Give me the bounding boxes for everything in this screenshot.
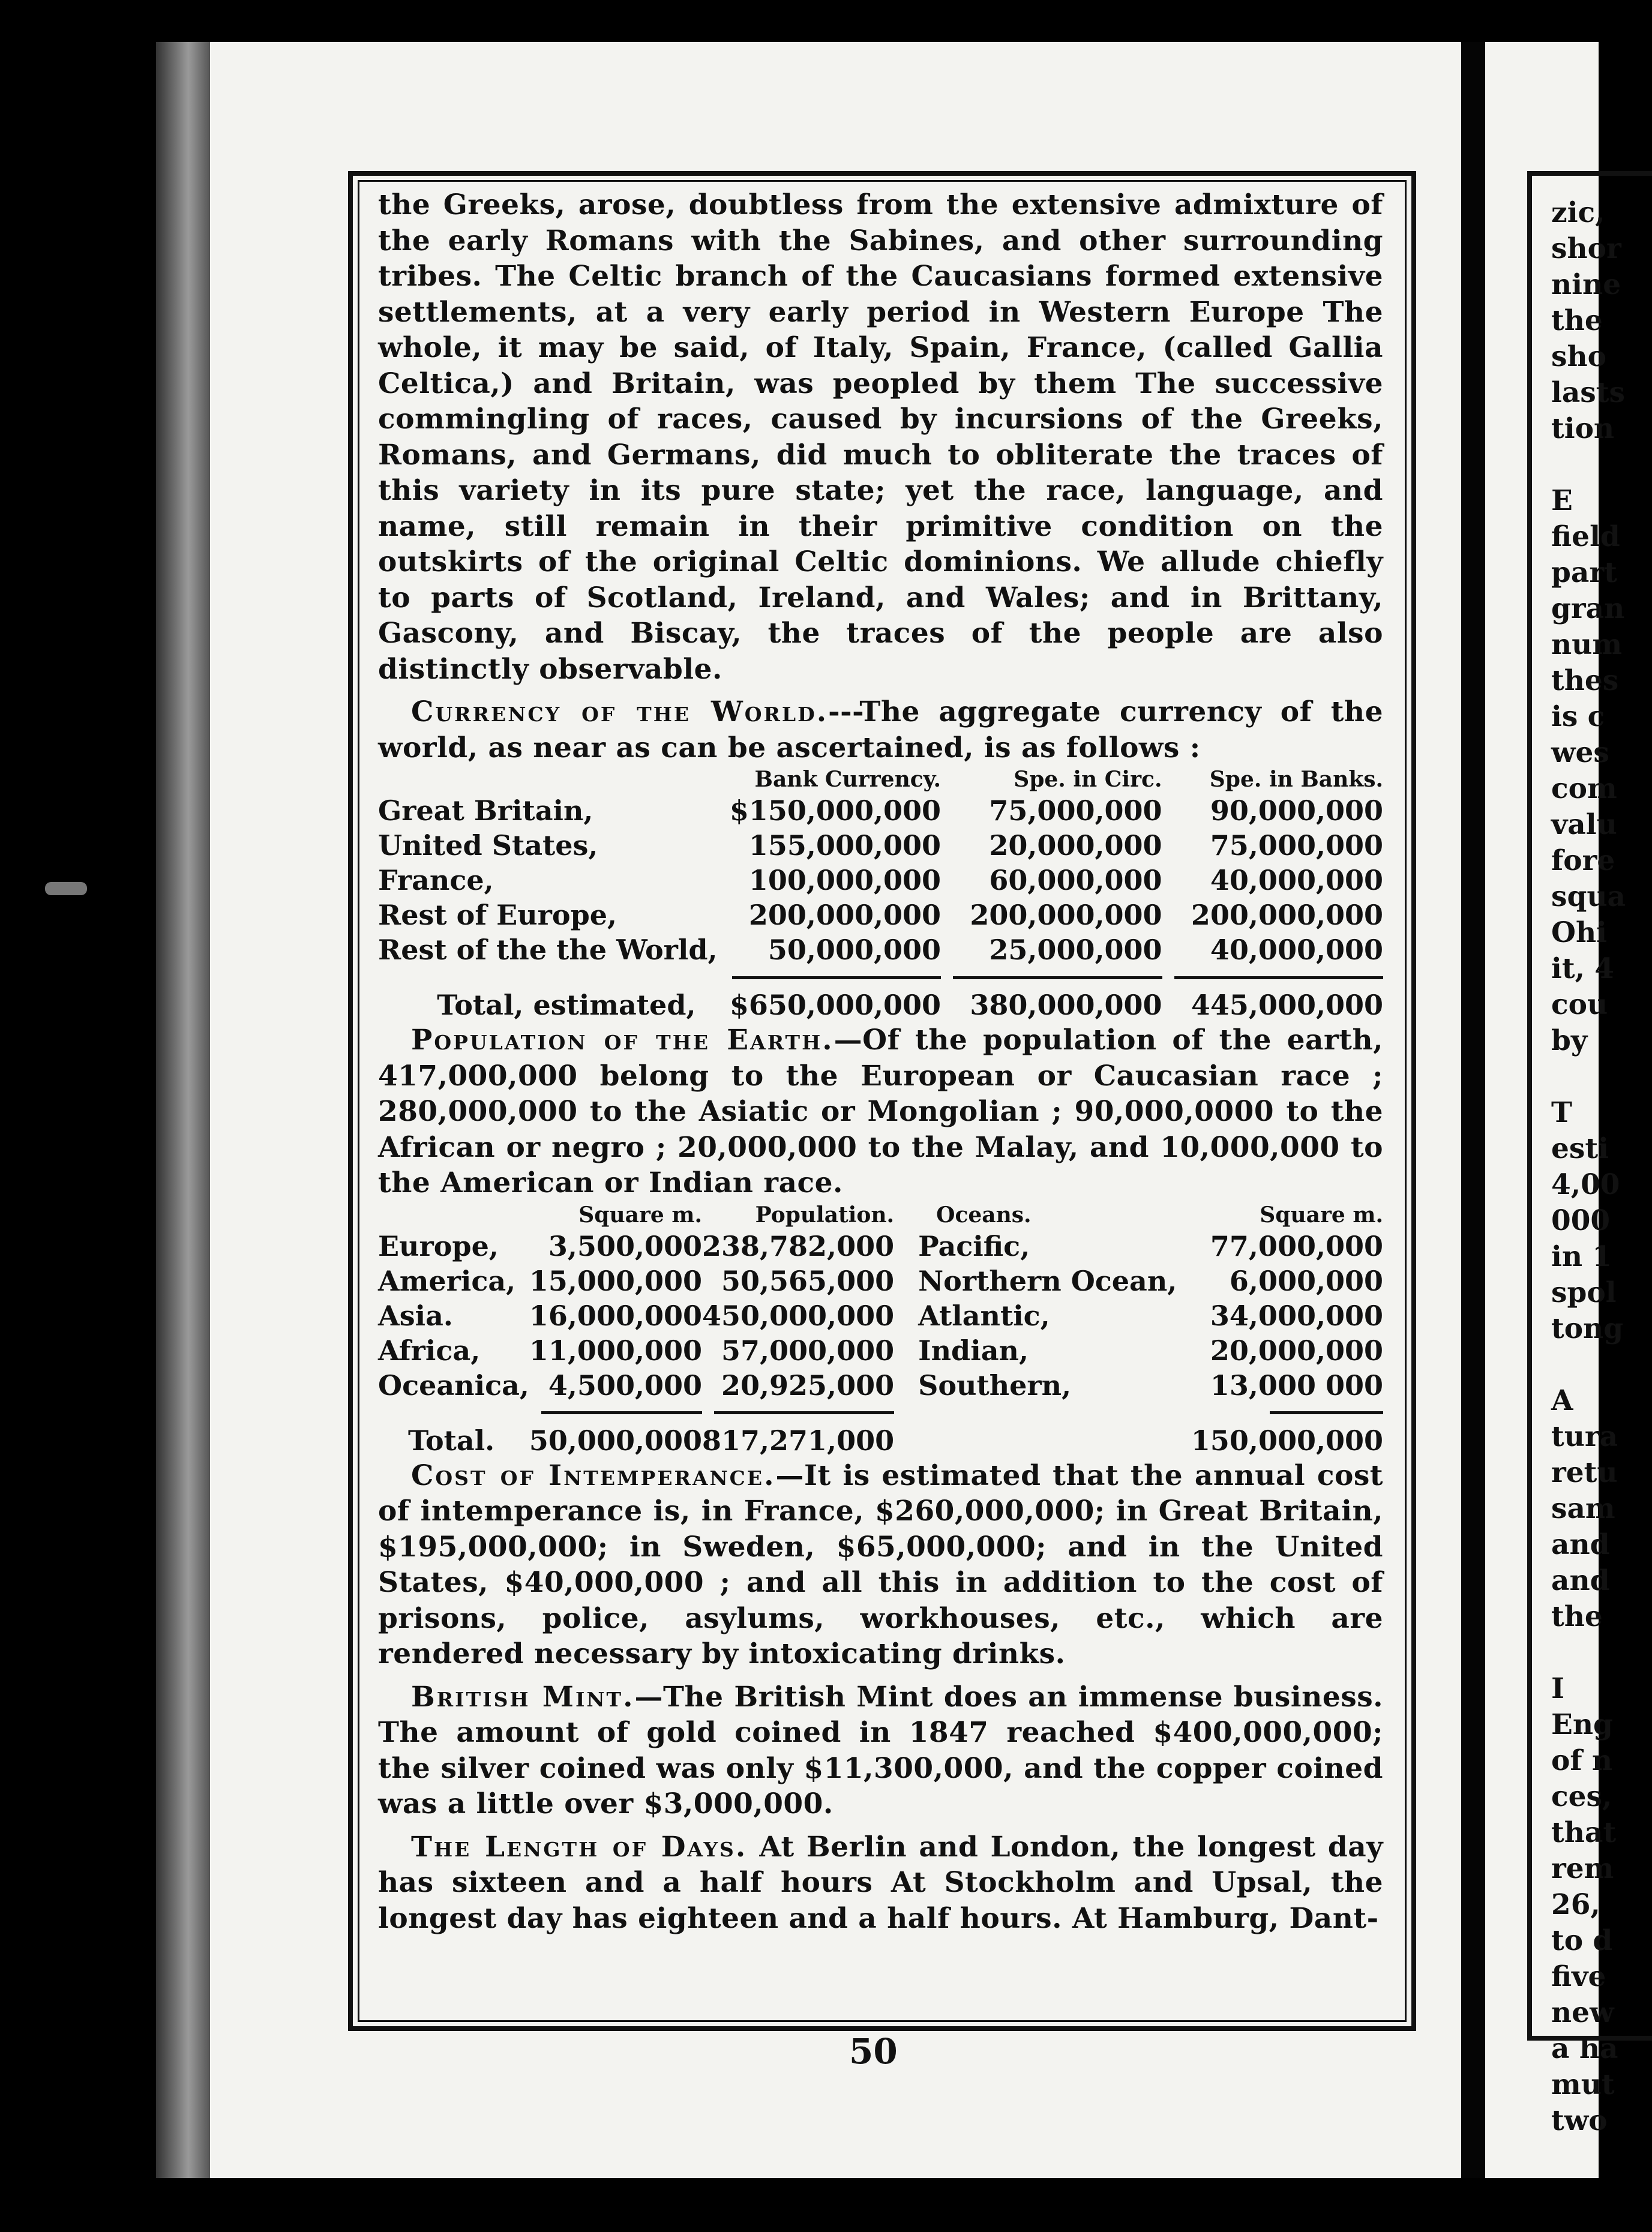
microfilm-margin bbox=[0, 0, 156, 2232]
total-rule bbox=[1270, 1411, 1383, 1414]
square-miles-cell: 11,000,000 bbox=[529, 1334, 702, 1367]
currency-col-header: Spe. in Banks. bbox=[1209, 767, 1383, 792]
table-row bbox=[378, 793, 1383, 828]
continent-cell: Africa, bbox=[378, 1334, 481, 1367]
total-rule bbox=[1174, 976, 1384, 979]
specie-circ-cell: 20,000,000 bbox=[989, 829, 1162, 862]
total-rule-row bbox=[378, 967, 1383, 988]
ocean-square-miles-cell: 34,000,000 bbox=[1210, 1299, 1383, 1332]
currency-col-header: Spe. in Circ. bbox=[1014, 767, 1162, 792]
ocean-cell: Pacific, bbox=[918, 1229, 1030, 1262]
specie-banks-cell: 40,000,000 bbox=[1210, 864, 1383, 896]
ocean-square-miles-cell: 6,000,000 bbox=[1229, 1264, 1383, 1297]
specie-banks-cell: 40,000,000 bbox=[1210, 934, 1383, 966]
days-heading: The Length of Days. bbox=[411, 1830, 748, 1864]
specie-circ-cell: 60,000,000 bbox=[989, 864, 1162, 896]
bank-currency-cell: 100,000,000 bbox=[748, 864, 941, 896]
population-intro: —Of the population of the earth, 417,000,000 belong to the European or Caucasian race ; 280,000,000 to the Asiatic or Mongolian ; 90,000,0000 to the African or negro ; 20,000,000 to the Malay, and 10,000,000 to the American or Indian race. bbox=[378, 1024, 1383, 1199]
intemperance-heading: Cost of Intemperance. bbox=[411, 1459, 776, 1492]
bank-currency-cell: 50,000,000 bbox=[767, 934, 941, 966]
total-rule bbox=[732, 976, 942, 979]
country-cell: Great Britain, bbox=[378, 794, 593, 827]
continent-cell: Asia. bbox=[378, 1299, 453, 1332]
intemperance-body: —It is estimated that the annual cost of intemperance is, in France, $260,000,000; in Great Britain, $195,000,000; in Sweden, $65,000,000; and in the United States, $40,000,000 ; and all this in addition to the cost of prisons, police, asylums, workhouses, etc., which are rendered necessary by intoxicating drinks. bbox=[378, 1459, 1383, 1670]
film-speck bbox=[45, 882, 87, 895]
square-miles-cell: 16,000,000 bbox=[529, 1299, 702, 1332]
intro-paragraph: the Greeks, arose, doubtless from the extensive admixture of the early Romans with the Sabines, and other surrounding tribes. The Celtic branch of the Caucasians formed extensive settlements, at a very early period in Western Europe The whole, it may be said, of Italy, Spain, France, (called Gallia Celtica,) and Britain, was peopled by them The successive commingling of races, caused by incursions of the Greeks, Romans, and Germans, did much to obliterate the traces of this variety in its pure state; yet the race, language, and name, still remain in their primitive condition on the outskirts of the original Celtic dominions. We allude chiefly to parts of Scotland, Ireland, and Wales; and in Brittany, Gascony, and Biscay, the traces of the people are also distinctly observable. bbox=[378, 188, 1383, 686]
total-circ-cell: 380,000,000 bbox=[970, 989, 1162, 1021]
total-population-cell: 817,271,000 bbox=[702, 1424, 895, 1457]
page-number: 50 bbox=[849, 2031, 898, 2072]
currency-paragraph bbox=[378, 694, 1383, 766]
specie-circ-cell: 200,000,000 bbox=[970, 899, 1162, 931]
ocean-square-miles-cell: 77,000,000 bbox=[1210, 1229, 1383, 1262]
currency-col-header: Bank Currency. bbox=[754, 767, 941, 792]
population-table bbox=[378, 1201, 1383, 1458]
table-row bbox=[378, 898, 1383, 932]
population-cell: 450,000,000 bbox=[702, 1299, 895, 1332]
total-rule bbox=[953, 976, 1162, 979]
page-gap bbox=[1461, 42, 1485, 2178]
total-rule bbox=[714, 1411, 894, 1414]
population-col-header: Square m. bbox=[578, 1202, 702, 1228]
table-row bbox=[378, 1264, 1383, 1298]
country-cell: Rest of Europe, bbox=[378, 899, 617, 931]
population-cell: 50,565,000 bbox=[721, 1264, 895, 1297]
population-cell: 20,925,000 bbox=[721, 1369, 895, 1402]
population-heading: Population of the Earth. bbox=[411, 1024, 834, 1057]
square-miles-cell: 4,500,000 bbox=[548, 1369, 702, 1402]
table-row bbox=[378, 828, 1383, 863]
specie-circ-cell: 25,000,000 bbox=[989, 934, 1162, 966]
days-body: At Berlin and London, the longest day has sixteen and a half hours At Stockholm and Upsal, the longest day has eighteen and a half hours. At Hamburg, Dant- bbox=[378, 1830, 1383, 1935]
population-col-header: Square m. bbox=[1260, 1202, 1383, 1228]
ocean-cell: Southern, bbox=[918, 1369, 1072, 1402]
currency-total-row bbox=[378, 988, 1383, 1022]
population-cell: 238,782,000 bbox=[702, 1229, 895, 1262]
bank-currency-cell: $150,000,000 bbox=[729, 794, 941, 827]
country-cell: Rest of the the World, bbox=[378, 934, 718, 966]
bank-currency-cell: 200,000,000 bbox=[748, 899, 941, 931]
page-content bbox=[378, 187, 1383, 2011]
total-rule-row bbox=[378, 1403, 1383, 1423]
days-paragraph bbox=[378, 1829, 1383, 1937]
total-rule bbox=[541, 1411, 702, 1414]
mint-paragraph bbox=[378, 1679, 1383, 1822]
specie-banks-cell: 90,000,000 bbox=[1210, 794, 1383, 827]
total-square-miles-cell: 50,000,000 bbox=[529, 1424, 702, 1457]
total-banks-cell: 445,000,000 bbox=[1191, 989, 1383, 1021]
ocean-square-miles-cell: 20,000,000 bbox=[1210, 1334, 1383, 1367]
ocean-square-miles-cell: 13,000 000 bbox=[1210, 1369, 1383, 1402]
table-row bbox=[378, 1333, 1383, 1368]
total-ocean-square-miles-cell: 150,000,000 bbox=[1191, 1424, 1383, 1457]
ocean-cell: Northern Ocean, bbox=[918, 1264, 1177, 1297]
population-col-header: Oceans. bbox=[936, 1202, 1032, 1228]
total-bank-cell: $650,000,000 bbox=[729, 989, 941, 1021]
population-cell: 57,000,000 bbox=[721, 1334, 895, 1367]
table-row bbox=[378, 1298, 1383, 1333]
ocean-cell: Atlantic, bbox=[918, 1299, 1050, 1332]
ocean-cell: Indian, bbox=[918, 1334, 1029, 1367]
population-total-row bbox=[378, 1423, 1383, 1458]
continent-cell: America, bbox=[378, 1264, 516, 1297]
table-row bbox=[378, 932, 1383, 967]
square-miles-cell: 15,000,000 bbox=[529, 1264, 702, 1297]
square-miles-cell: 3,500,000 bbox=[548, 1229, 702, 1262]
table-row bbox=[378, 863, 1383, 898]
country-cell: France, bbox=[378, 864, 494, 896]
population-header-row bbox=[378, 1201, 1383, 1229]
total-label: Total, estimated, bbox=[437, 989, 696, 1021]
mint-body: —The British Mint does an immense business. The amount of gold coined in 1847 reached $400,000,000; the silver coined was only $11,300,000, and the copper coined was a little over $3,000,000. bbox=[378, 1680, 1384, 1820]
continent-cell: Oceanica, bbox=[378, 1369, 529, 1402]
book-binding bbox=[156, 42, 210, 2178]
table-row bbox=[378, 1229, 1383, 1264]
table-row bbox=[378, 1368, 1383, 1403]
population-paragraph bbox=[378, 1022, 1383, 1201]
total-label: Total. bbox=[408, 1424, 495, 1457]
country-cell: United States, bbox=[378, 829, 598, 862]
currency-intro: ---The aggregate currency of the world, as near as can be ascertained, is as follows : bbox=[378, 695, 1384, 764]
adjacent-page-text: zic, shor nine the sho lasts tion E field part gran num thes is c wes com valu fore squa Ohi it, 4 cou by T esti 4,00 000 in 1 spol tong A tura retu sam and and the I Eng of n ces, that rem 26, to d five new a ha mut two bbox=[1551, 196, 1626, 2137]
specie-banks-cell: 75,000,000 bbox=[1210, 829, 1383, 862]
specie-banks-cell: 200,000,000 bbox=[1191, 899, 1383, 931]
bank-currency-cell: 155,000,000 bbox=[748, 829, 941, 862]
population-col-header: Population. bbox=[755, 1202, 895, 1228]
currency-table bbox=[378, 766, 1383, 1022]
continent-cell: Europe, bbox=[378, 1229, 499, 1262]
specie-circ-cell: 75,000,000 bbox=[989, 794, 1162, 827]
currency-heading: Currency of the World. bbox=[411, 695, 829, 728]
currency-header-row bbox=[378, 766, 1383, 793]
intemperance-paragraph bbox=[378, 1458, 1383, 1672]
mint-heading: British Mint. bbox=[411, 1680, 635, 1714]
